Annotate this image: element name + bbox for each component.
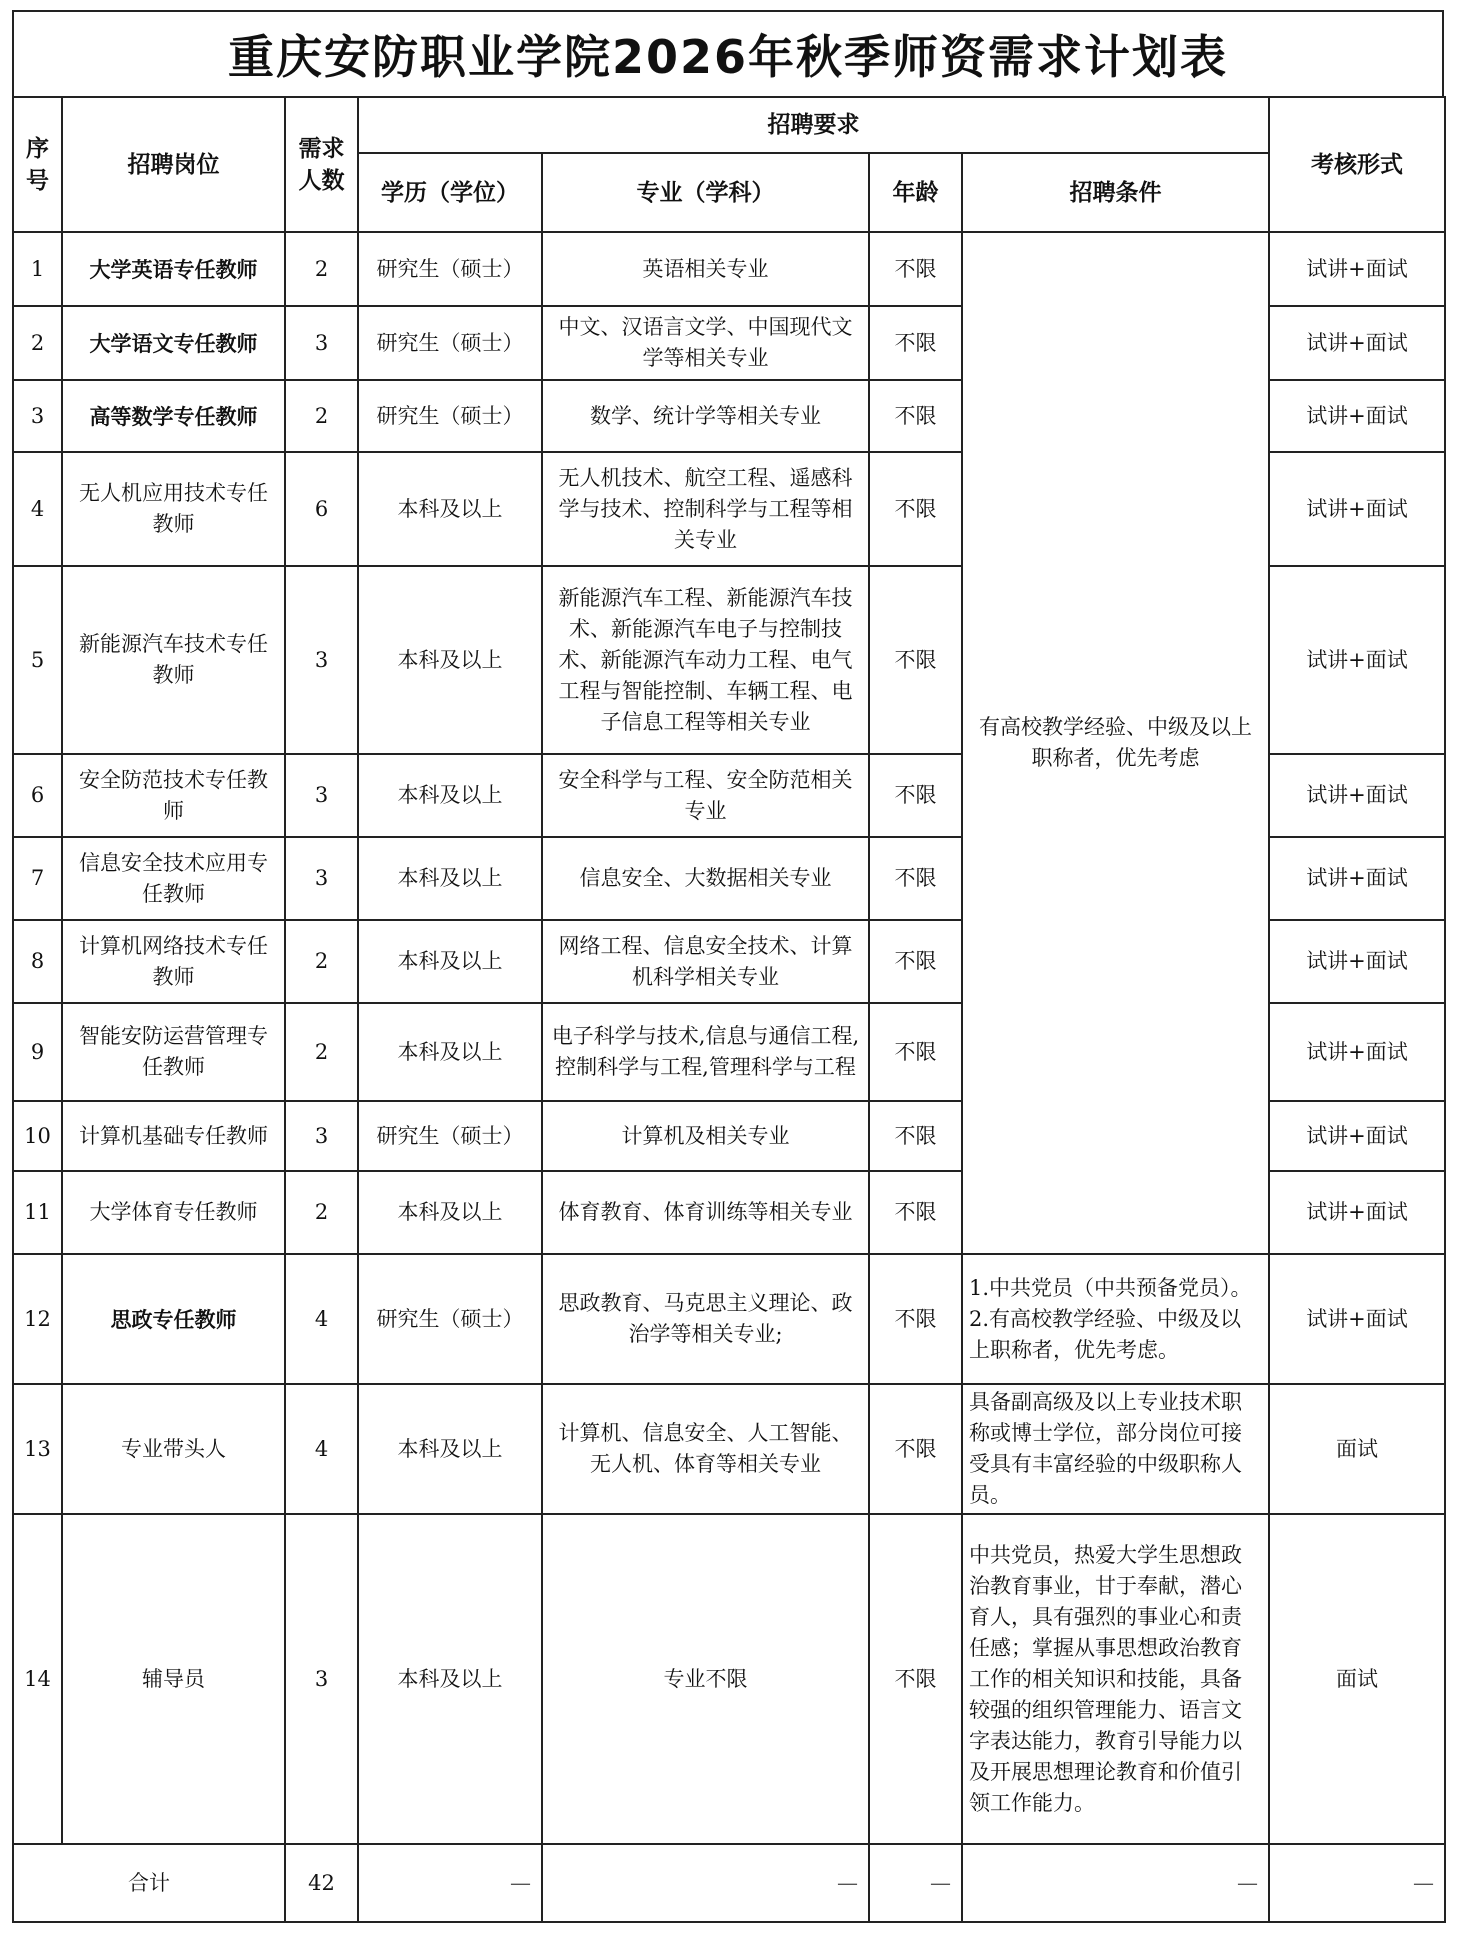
row-assessment: 面试 — [1269, 1384, 1445, 1514]
row-education: 本科及以上 — [358, 1384, 542, 1514]
row-count: 4 — [285, 1384, 358, 1514]
row-count: 2 — [285, 380, 358, 452]
row-position: 思政专任教师 — [62, 1254, 285, 1384]
row-assessment: 试讲+面试 — [1269, 1101, 1445, 1171]
row-age: 不限 — [869, 1101, 962, 1171]
row-major: 计算机及相关专业 — [542, 1101, 869, 1171]
row-age: 不限 — [869, 1384, 962, 1514]
row-position: 专业带头人 — [62, 1384, 285, 1514]
row-index: 2 — [13, 306, 62, 380]
row-count: 2 — [285, 1171, 358, 1254]
header-assessment: 考核形式 — [1269, 97, 1445, 232]
row-index: 10 — [13, 1101, 62, 1171]
page-title: 重庆安防职业学院2026年秋季师资需求计划表 — [227, 30, 1229, 84]
row-age: 不限 — [869, 1514, 962, 1844]
row-position: 高等数学专任教师 — [62, 380, 285, 452]
row-major: 数学、统计学等相关专业 — [542, 380, 869, 452]
row-major: 计算机、信息安全、人工智能、无人机、体育等相关专业 — [542, 1384, 869, 1514]
row-education: 本科及以上 — [358, 920, 542, 1003]
row-age: 不限 — [869, 306, 962, 380]
row-index: 9 — [13, 1003, 62, 1101]
table-row — [13, 1514, 1445, 1844]
row-index: 7 — [13, 837, 62, 920]
row-conditions: 具备副高级及以上专业技术职称或博士学位，部分岗位可接受具有丰富经验的中级职称人员。 — [962, 1384, 1269, 1514]
row-age: 不限 — [869, 920, 962, 1003]
row-index: 5 — [13, 566, 62, 754]
row-conditions: 中共党员，热爱大学生思想政治教育事业，甘于奉献，潜心育人，具有强烈的事业心和责任感；掌握从事思想政治教育工作的相关知识和技能，具备较强的组织管理能力、语言文字表达能力，教育引导能力以及开展思想理论教育和价值引领工作能力。 — [962, 1514, 1269, 1844]
row-education: 本科及以上 — [358, 1514, 542, 1844]
table-row — [13, 1384, 1445, 1514]
row-age: 不限 — [869, 1003, 962, 1101]
row-count: 2 — [285, 1003, 358, 1101]
row-major: 新能源汽车工程、新能源汽车技术、新能源汽车电子与控制技术、新能源汽车动力工程、电气工程与智能控制、车辆工程、电子信息工程等相关专业 — [542, 566, 869, 754]
row-assessment: 试讲+面试 — [1269, 306, 1445, 380]
row-age: 不限 — [869, 1254, 962, 1384]
row-age: 不限 — [869, 380, 962, 452]
row-major: 体育教育、体育训练等相关专业 — [542, 1171, 869, 1254]
total-label: 合计 — [13, 1844, 285, 1922]
row-education: 研究生（硕士） — [358, 232, 542, 306]
shared-condition: 有高校教学经验、中级及以上职称者，优先考虑 — [962, 232, 1269, 1254]
row-index: 6 — [13, 754, 62, 837]
row-conditions: 1.中共党员（中共预备党员）。2.有高校教学经验、中级及以上职称者，优先考虑。 — [962, 1254, 1269, 1384]
table-row — [13, 1254, 1445, 1384]
row-position: 大学英语专任教师 — [62, 232, 285, 306]
total-dash-conditions: — — [962, 1844, 1269, 1922]
row-index: 14 — [13, 1514, 62, 1844]
row-education: 研究生（硕士） — [358, 1101, 542, 1171]
row-age: 不限 — [869, 1171, 962, 1254]
row-index: 4 — [13, 452, 62, 566]
row-index: 8 — [13, 920, 62, 1003]
row-education: 本科及以上 — [358, 837, 542, 920]
header-major: 专业（学科） — [542, 153, 869, 232]
row-count: 6 — [285, 452, 358, 566]
row-assessment: 试讲+面试 — [1269, 837, 1445, 920]
row-count: 3 — [285, 837, 358, 920]
row-position: 安全防范技术专任教师 — [62, 754, 285, 837]
row-major: 网络工程、信息安全技术、计算机科学相关专业 — [542, 920, 869, 1003]
row-position: 计算机基础专任教师 — [62, 1101, 285, 1171]
row-age: 不限 — [869, 837, 962, 920]
total-dash-age: — — [869, 1844, 962, 1922]
row-education: 本科及以上 — [358, 1003, 542, 1101]
row-assessment: 面试 — [1269, 1514, 1445, 1844]
row-count: 3 — [285, 1514, 358, 1844]
row-assessment: 试讲+面试 — [1269, 380, 1445, 452]
row-major: 无人机技术、航空工程、遥感科学与技术、控制科学与工程等相关专业 — [542, 452, 869, 566]
total-dash-major: — — [542, 1844, 869, 1922]
row-assessment: 试讲+面试 — [1269, 1003, 1445, 1101]
total-dash-assessment: — — [1269, 1844, 1445, 1922]
row-position: 大学语文专任教师 — [62, 306, 285, 380]
row-count: 2 — [285, 232, 358, 306]
row-assessment: 试讲+面试 — [1269, 232, 1445, 306]
row-count: 3 — [285, 306, 358, 380]
row-index: 1 — [13, 232, 62, 306]
row-count: 3 — [285, 1101, 358, 1171]
header-count: 需求人数 — [285, 97, 358, 232]
row-education: 本科及以上 — [358, 754, 542, 837]
row-position: 新能源汽车技术专任教师 — [62, 566, 285, 754]
row-position: 辅导员 — [62, 1514, 285, 1844]
row-education: 研究生（硕士） — [358, 380, 542, 452]
row-education: 本科及以上 — [358, 1171, 542, 1254]
table-row — [13, 232, 1445, 306]
header-index: 序号 — [13, 97, 62, 232]
row-assessment: 试讲+面试 — [1269, 1171, 1445, 1254]
header-conditions: 招聘条件 — [962, 153, 1269, 232]
row-count: 4 — [285, 1254, 358, 1384]
row-index: 12 — [13, 1254, 62, 1384]
total-count: 42 — [285, 1844, 358, 1922]
row-position: 信息安全技术应用专任教师 — [62, 837, 285, 920]
row-index: 13 — [13, 1384, 62, 1514]
row-education: 研究生（硕士） — [358, 306, 542, 380]
row-age: 不限 — [869, 754, 962, 837]
row-assessment: 试讲+面试 — [1269, 1254, 1445, 1384]
row-education: 本科及以上 — [358, 452, 542, 566]
total-row — [13, 1844, 1445, 1922]
row-assessment: 试讲+面试 — [1269, 920, 1445, 1003]
row-education: 研究生（硕士） — [358, 1254, 542, 1384]
row-position: 大学体育专任教师 — [62, 1171, 285, 1254]
row-age: 不限 — [869, 452, 962, 566]
row-count: 2 — [285, 920, 358, 1003]
row-position: 智能安防运营管理专任教师 — [62, 1003, 285, 1101]
row-major: 安全科学与工程、安全防范相关专业 — [542, 754, 869, 837]
row-count: 3 — [285, 754, 358, 837]
row-position: 无人机应用技术专任教师 — [62, 452, 285, 566]
row-major: 信息安全、大数据相关专业 — [542, 837, 869, 920]
row-assessment: 试讲+面试 — [1269, 452, 1445, 566]
title-box — [12, 10, 1444, 96]
row-age: 不限 — [869, 566, 962, 754]
row-age: 不限 — [869, 232, 962, 306]
header-position: 招聘岗位 — [62, 97, 285, 232]
row-major: 中文、汉语言文学、中国现代文学等相关专业 — [542, 306, 869, 380]
row-count: 3 — [285, 566, 358, 754]
row-assessment: 试讲+面试 — [1269, 754, 1445, 837]
header-age: 年龄 — [869, 153, 962, 232]
row-position: 计算机网络技术专任教师 — [62, 920, 285, 1003]
row-major: 专业不限 — [542, 1514, 869, 1844]
row-education: 本科及以上 — [358, 566, 542, 754]
row-index: 3 — [13, 380, 62, 452]
total-dash-education: — — [358, 1844, 542, 1922]
row-major: 思政教育、马克思主义理论、政治学等相关专业; — [542, 1254, 869, 1384]
header-requirements: 招聘要求 — [358, 97, 1269, 153]
row-major: 英语相关专业 — [542, 232, 869, 306]
row-major: 电子科学与技术,信息与通信工程,控制科学与工程,管理科学与工程 — [542, 1003, 869, 1101]
header-education: 学历（学位） — [358, 153, 542, 232]
recruitment-table — [12, 96, 1446, 1923]
row-assessment: 试讲+面试 — [1269, 566, 1445, 754]
row-index: 11 — [13, 1171, 62, 1254]
